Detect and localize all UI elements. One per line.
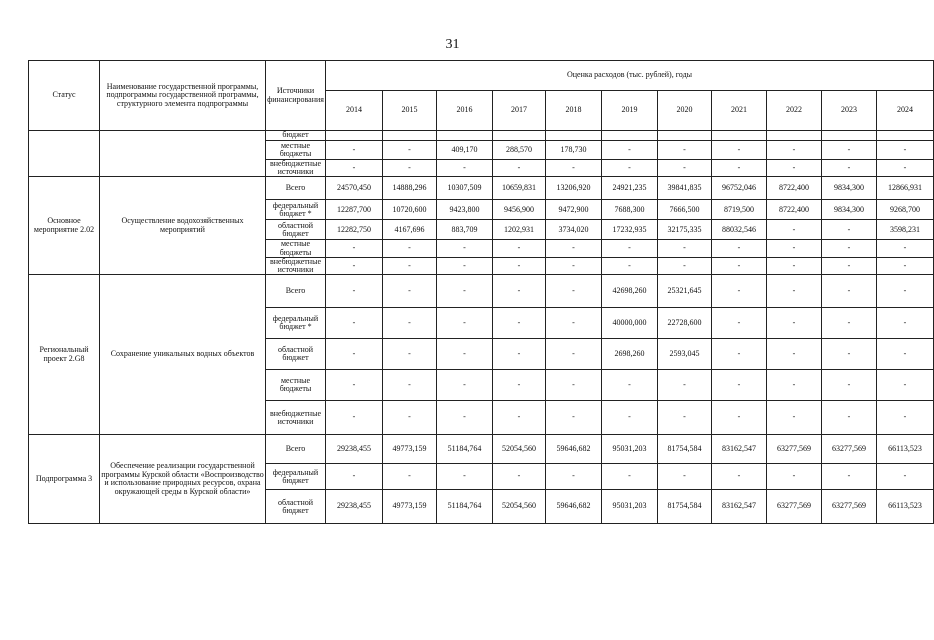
value-cell: 22728,600 [658,308,712,339]
value-cell: - [712,257,767,274]
status-cell: Подпрограмма 3 [29,435,100,524]
value-cell: 81754,584 [658,490,712,524]
value-cell: 83162,547 [712,435,767,464]
value-cell: 288,570 [493,141,546,160]
header-name: Наименование государственной программы, подпрограммы государственной программы, структурного элемента подпрограммы [100,61,266,131]
value-cell: - [437,339,493,370]
value-cell: 9268,700 [877,200,934,220]
value-cell: 9472,900 [546,200,602,220]
value-cell: 9834,300 [822,200,877,220]
value-cell: 17232,935 [602,220,658,240]
value-cell: 63277,569 [767,435,822,464]
value-cell: 51184,764 [437,490,493,524]
value-cell: 51184,764 [437,435,493,464]
value-cell: - [546,257,602,274]
value-cell: - [546,240,602,257]
value-cell: - [326,370,383,401]
value-cell [383,131,437,141]
value-cell: 4167,696 [383,220,437,240]
value-cell: - [326,240,383,257]
value-cell [326,131,383,141]
value-cell: - [877,339,934,370]
value-cell: 409,170 [437,141,493,160]
value-cell: 2698,260 [602,339,658,370]
value-cell: - [493,464,546,490]
value-cell: - [822,464,877,490]
value-cell: 29238,455 [326,435,383,464]
value-cell: - [383,339,437,370]
source-cell: областной бюджет [266,220,326,240]
value-cell: - [383,401,437,435]
header-year: 2016 [437,91,493,131]
value-cell: 95031,203 [602,490,658,524]
value-cell: 10720,600 [383,200,437,220]
value-cell: - [658,141,712,160]
value-cell: - [658,160,712,177]
value-cell: - [877,401,934,435]
value-cell: - [767,339,822,370]
value-cell: 12282,750 [326,220,383,240]
value-cell: 59646,682 [546,490,602,524]
value-cell: - [546,308,602,339]
value-cell: 63277,569 [822,490,877,524]
value-cell: - [712,464,767,490]
value-cell: 49773,159 [383,435,437,464]
value-cell: - [437,370,493,401]
value-cell: 52054,560 [493,435,546,464]
value-cell: 7688,300 [602,200,658,220]
value-cell: - [602,257,658,274]
value-cell: 3598,231 [877,220,934,240]
value-cell: - [767,160,822,177]
value-cell: - [712,160,767,177]
value-cell: - [767,370,822,401]
value-cell: - [712,401,767,435]
source-cell: федеральный бюджет * [266,308,326,339]
value-cell: 7666,500 [658,200,712,220]
value-cell: - [877,257,934,274]
value-cell: - [658,257,712,274]
value-cell: - [767,464,822,490]
value-cell: - [383,370,437,401]
source-cell: местные бюджеты [266,141,326,160]
value-cell: - [767,240,822,257]
value-cell: - [493,160,546,177]
value-cell: - [437,464,493,490]
header-year: 2022 [767,91,822,131]
value-cell: - [326,275,383,308]
value-cell: - [546,160,602,177]
value-cell: 32175,335 [658,220,712,240]
value-cell: - [822,240,877,257]
value-cell: - [437,275,493,308]
source-cell: бюджет [266,131,326,141]
value-cell: - [712,240,767,257]
value-cell: - [822,308,877,339]
value-cell: 29238,455 [326,490,383,524]
value-cell: 66113,523 [877,435,934,464]
value-cell: - [877,275,934,308]
value-cell: - [383,275,437,308]
value-cell [493,131,546,141]
value-cell: - [602,141,658,160]
value-cell: - [326,160,383,177]
value-cell: 9456,900 [493,200,546,220]
value-cell: - [658,401,712,435]
value-cell: 12866,931 [877,177,934,200]
value-cell: - [326,257,383,274]
value-cell: - [767,308,822,339]
header-year: 2021 [712,91,767,131]
status-cell: Региональный проект 2.G8 [29,275,100,435]
header-year: 2014 [326,91,383,131]
value-cell: - [767,220,822,240]
source-cell: областной бюджет [266,339,326,370]
value-cell: - [437,160,493,177]
value-cell: - [877,308,934,339]
status-cell: Основное мероприятие 2.02 [29,177,100,275]
value-cell [658,131,712,141]
value-cell [712,131,767,141]
name-cell: Осуществление водохозяйственных мероприятий [100,177,266,275]
value-cell: - [822,401,877,435]
value-cell: - [767,257,822,274]
value-cell: - [877,464,934,490]
table-row [29,131,934,141]
source-cell: Всего [266,275,326,308]
value-cell: 25321,645 [658,275,712,308]
table-row [29,275,934,308]
value-cell: 9423,800 [437,200,493,220]
source-cell: внебюджетные источники [266,401,326,435]
value-cell: - [326,401,383,435]
value-cell: - [712,275,767,308]
value-cell: 9834,300 [822,177,877,200]
value-cell: - [767,141,822,160]
value-cell: - [383,141,437,160]
value-cell: 2593,045 [658,339,712,370]
value-cell: 13206,920 [546,177,602,200]
name-cell: Сохранение уникальных водных объектов [100,275,266,435]
value-cell: 42698,260 [602,275,658,308]
source-cell: Всего [266,177,326,200]
value-cell: - [658,370,712,401]
value-cell [546,131,602,141]
value-cell: - [822,257,877,274]
value-cell: 14888,296 [383,177,437,200]
value-cell: - [546,464,602,490]
source-cell: внебюджетные источники [266,160,326,177]
source-cell: местные бюджеты [266,240,326,257]
value-cell [437,131,493,141]
header-year: 2018 [546,91,602,131]
value-cell: 63277,569 [822,435,877,464]
header-year: 2017 [493,91,546,131]
value-cell: - [326,141,383,160]
value-cell: 96752,046 [712,177,767,200]
value-cell: - [546,339,602,370]
value-cell: - [712,141,767,160]
header-year: 2020 [658,91,712,131]
value-cell: - [326,308,383,339]
value-cell: 883,709 [437,220,493,240]
value-cell: - [767,275,822,308]
header-status: Статус [29,61,100,131]
header-year: 2024 [877,91,934,131]
table-row [29,177,934,200]
value-cell: - [437,240,493,257]
name-cell [100,131,266,177]
value-cell: - [767,401,822,435]
value-cell: 8719,500 [712,200,767,220]
value-cell: - [602,240,658,257]
value-cell: - [602,370,658,401]
value-cell: - [493,257,546,274]
value-cell: 8722,400 [767,177,822,200]
value-cell: - [493,370,546,401]
value-cell: 59646,682 [546,435,602,464]
value-cell: 66113,523 [877,490,934,524]
value-cell: - [383,240,437,257]
value-cell: 10659,831 [493,177,546,200]
value-cell: - [383,308,437,339]
value-cell: - [877,141,934,160]
value-cell: - [877,370,934,401]
value-cell: 83162,547 [712,490,767,524]
value-cell: - [437,257,493,274]
value-cell [767,131,822,141]
value-cell: - [602,160,658,177]
value-cell: - [602,464,658,490]
value-cell: - [822,220,877,240]
value-cell: 3734,020 [546,220,602,240]
header-estimate: Оценка расходов (тыс. рублей), годы [326,61,934,91]
page-number: 31 [445,37,460,52]
value-cell: - [437,308,493,339]
header-year: 2023 [822,91,877,131]
source-cell: внебюджетные источники [266,257,326,274]
value-cell: - [437,401,493,435]
value-cell: 81754,584 [658,435,712,464]
value-cell: 10307,509 [437,177,493,200]
value-cell: 178,730 [546,141,602,160]
value-cell [602,131,658,141]
value-cell: - [877,160,934,177]
value-cell: - [493,240,546,257]
value-cell: - [546,401,602,435]
value-cell [822,131,877,141]
source-cell: федеральный бюджет [266,464,326,490]
value-cell: - [712,339,767,370]
value-cell: - [822,339,877,370]
value-cell: - [493,308,546,339]
value-cell: 52054,560 [493,490,546,524]
source-cell: Всего [266,435,326,464]
value-cell: 24921,235 [602,177,658,200]
value-cell: - [712,370,767,401]
value-cell: - [602,401,658,435]
source-cell: областной бюджет [266,490,326,524]
value-cell: - [712,308,767,339]
value-cell: - [493,339,546,370]
value-cell: - [493,401,546,435]
value-cell: 49773,159 [383,490,437,524]
header-year: 2015 [383,91,437,131]
value-cell: - [822,141,877,160]
value-cell: 88032,546 [712,220,767,240]
value-cell: - [658,464,712,490]
source-cell: федеральный бюджет * [266,200,326,220]
header-year: 2019 [602,91,658,131]
value-cell: 8722,400 [767,200,822,220]
value-cell: 63277,569 [767,490,822,524]
source-cell: местные бюджеты [266,370,326,401]
value-cell: - [822,370,877,401]
value-cell: - [326,464,383,490]
value-cell: - [658,240,712,257]
value-cell: - [493,275,546,308]
value-cell: - [546,275,602,308]
value-cell: 95031,203 [602,435,658,464]
value-cell: - [383,160,437,177]
table-row [29,435,934,464]
value-cell: - [822,275,877,308]
status-cell [29,131,100,177]
value-cell: 40000,000 [602,308,658,339]
value-cell: - [326,339,383,370]
value-cell: 39841,835 [658,177,712,200]
value-cell: - [877,240,934,257]
value-cell: - [822,160,877,177]
expenditure-table [28,60,934,524]
value-cell: 12287,700 [326,200,383,220]
name-cell: Обеспечение реализации государственной программы Курской области «Воспроизводство и использование природных ресурсов, охрана окружающей среды в Курской области» [100,435,266,524]
value-cell: 1202,931 [493,220,546,240]
value-cell: 24570,450 [326,177,383,200]
value-cell: - [383,464,437,490]
value-cell: - [546,370,602,401]
value-cell: - [383,257,437,274]
value-cell [877,131,934,141]
header-source: Источники финансирования [266,61,326,131]
